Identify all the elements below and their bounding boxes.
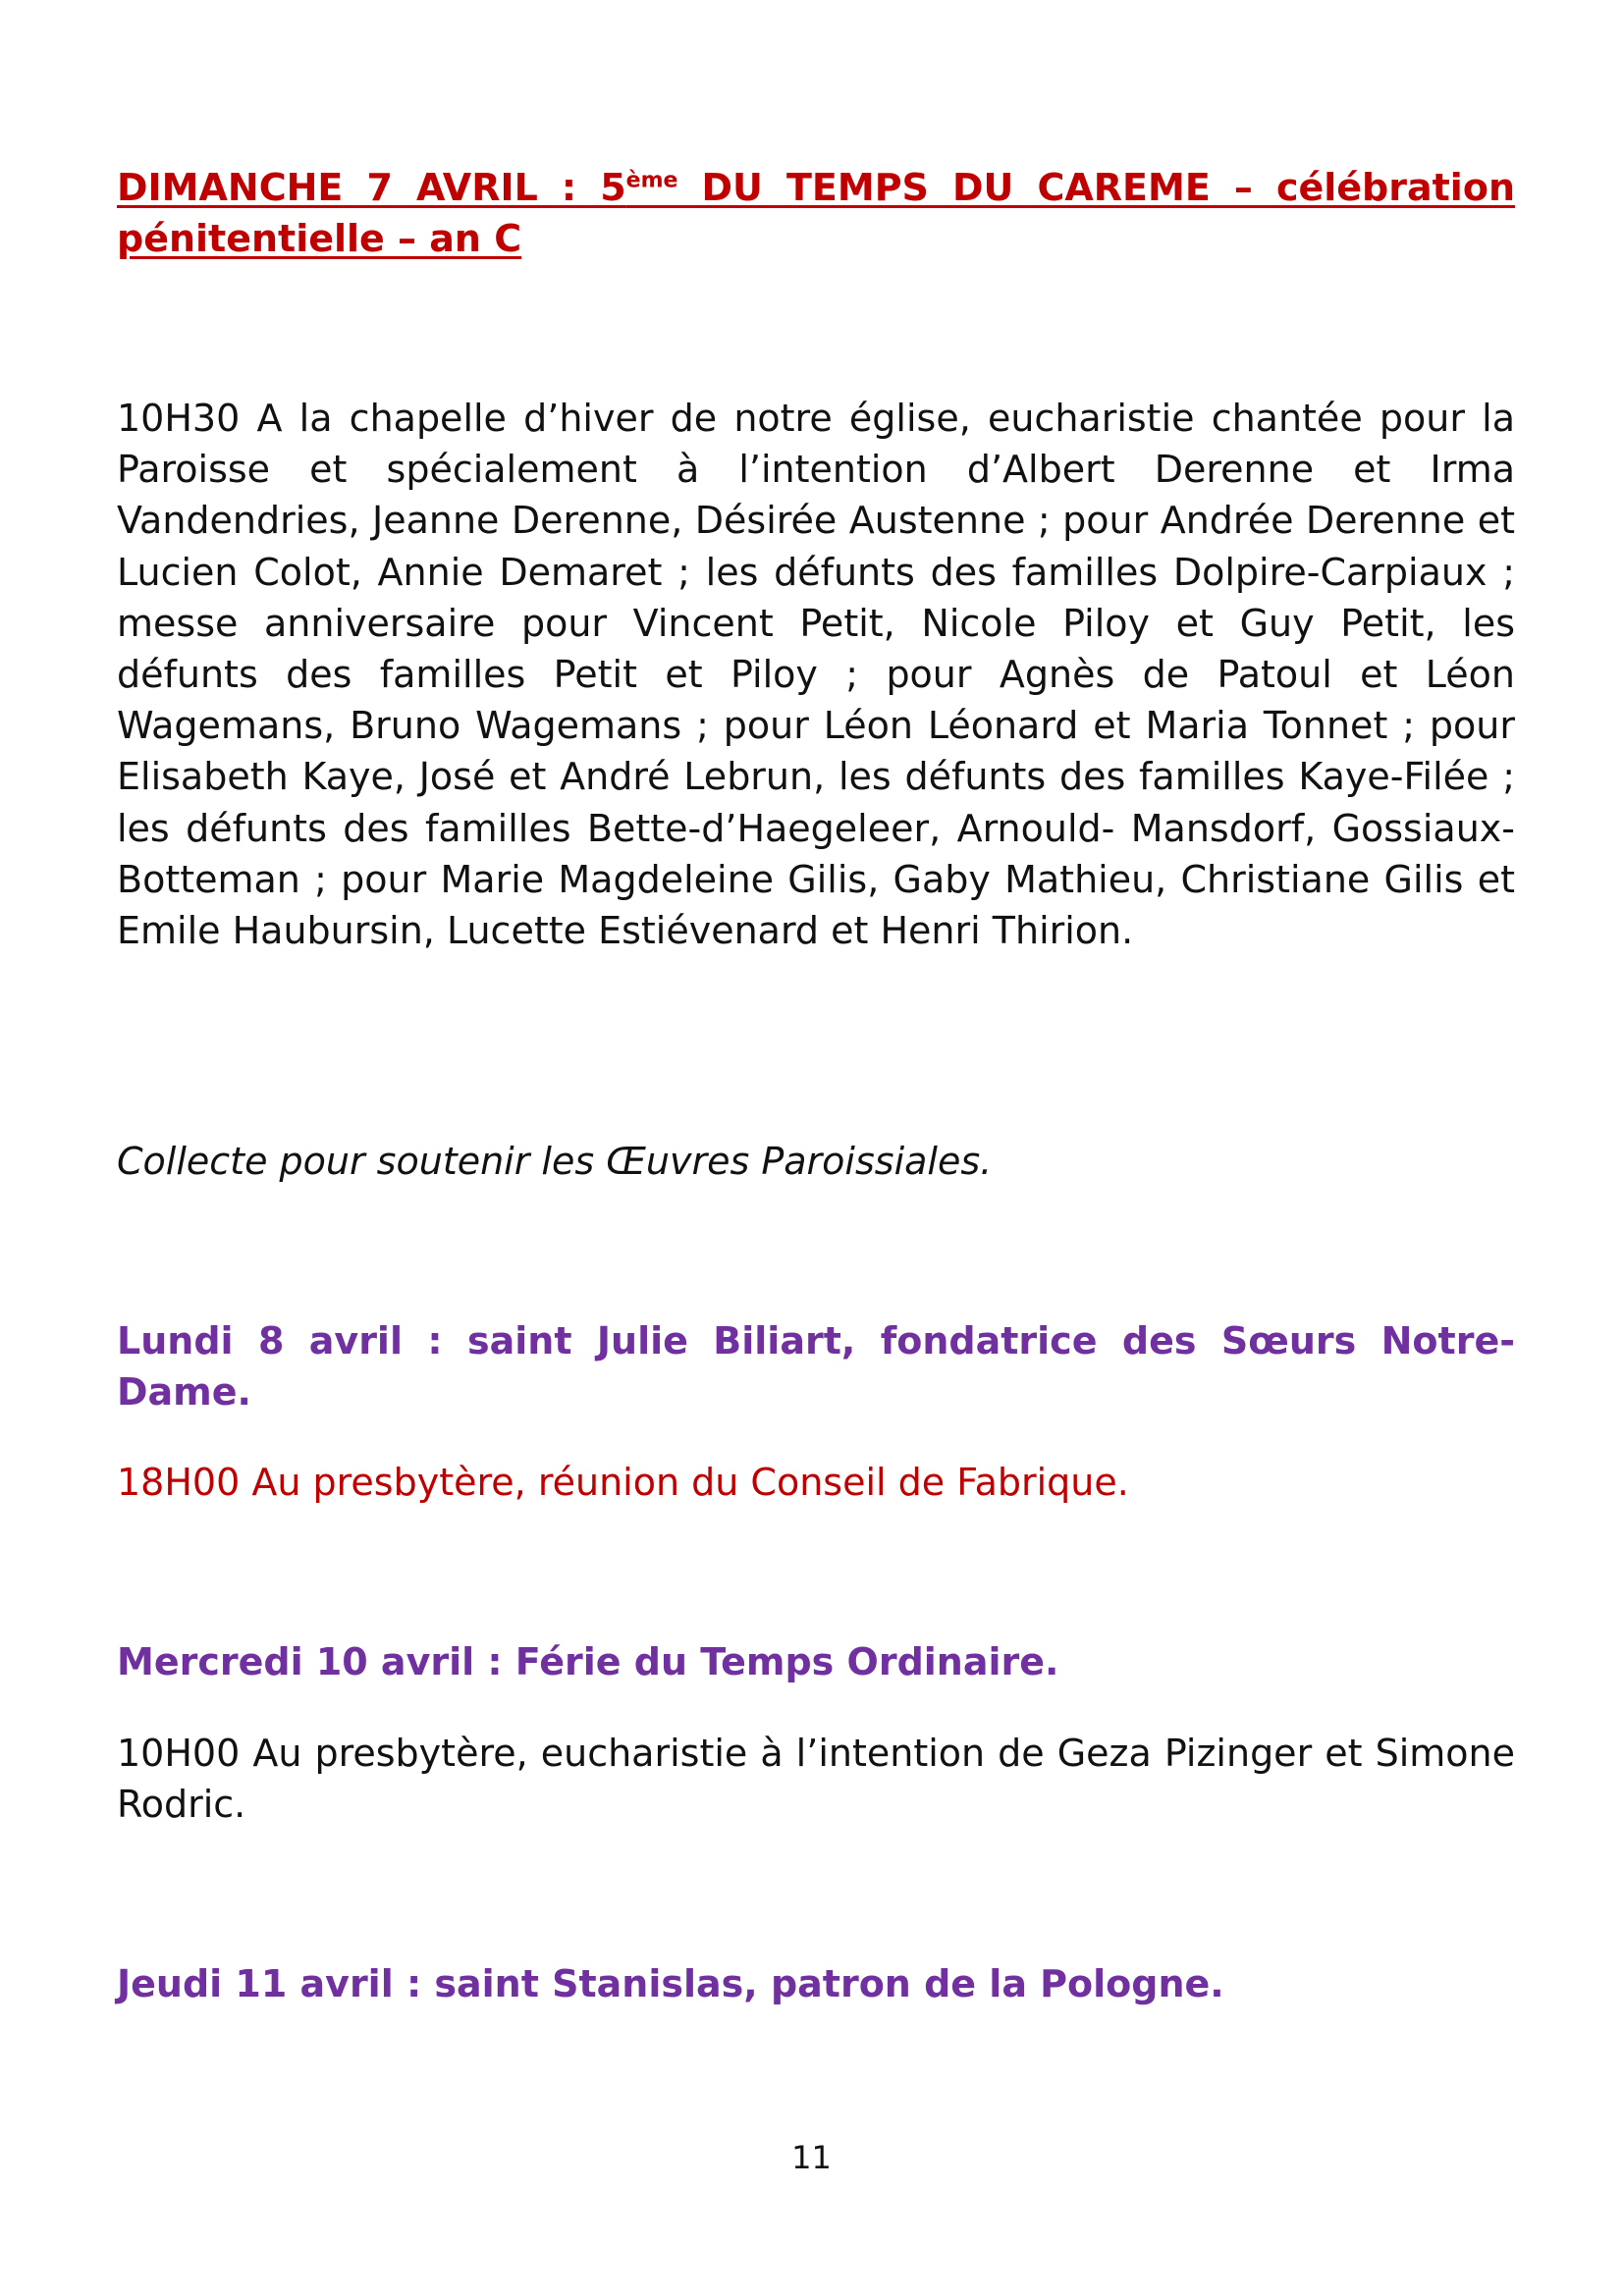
monday-heading: Lundi 8 avril : saint Julie Biliart, fondatrice des Sœurs Notre-Dame.	[117, 1319, 1515, 1414]
sunday-heading-part1: DIMANCHE 7 AVRIL : 5	[117, 166, 626, 209]
wednesday-event: 10H00 Au presbytère, eucharistie à l’intention de Geza Pizinger et Simone Rodric.	[117, 1732, 1515, 1827]
sunday-heading-part2: DU TEMPS DU CAREME – célébration pénitentielle – an C	[117, 166, 1515, 260]
sunday-heading-superscript: ème	[625, 168, 678, 193]
sunday-heading	[117, 162, 1515, 264]
page-number: 11	[791, 2139, 832, 2176]
monday-event: 18H00 Au presbytère, réunion du Conseil de Fabrique.	[117, 1461, 1129, 1504]
wednesday-heading: Mercredi 10 avril : Férie du Temps Ordinaire.	[117, 1640, 1059, 1683]
thursday-heading: Jeudi 11 avril : saint Stanislas, patron de la Pologne.	[117, 1962, 1224, 2005]
mass-intentions-paragraph: 10H30 A la chapelle d’hiver de notre église, eucharistie chantée pour la Paroisse et spécialement à l’intention d’Albert Derenne et Irma Vandendries, Jeanne Derenne, Désirée Austenne ; pour Andrée Derenne et Lucien Colot, Annie Demaret ; les défunts des familles Dolpire-Carpiaux ; messe anniversaire pour Vincent Petit, Nicole Piloy et Guy Petit, les défunts des familles Petit et Piloy ; pour Agnès de Patoul et Léon Wagemans, Bruno Wagemans ; pour Léon Léonard et Maria Tonnet ; pour Elisabeth Kaye, José et André Lebrun, les défunts des familles Kaye-Filée ; les défunts des familles Bette-d’Haegeleer, Arnould- Mansdorf, Gossiaux-Botteman ; pour Marie Magdeleine Gilis, Gaby Mathieu, Christiane Gilis et Emile Haubursin, Lucette Estiévenard et Henri Thirion.	[117, 397, 1515, 953]
collecte-note: Collecte pour soutenir les Œuvres Paroissiales.	[117, 1140, 993, 1183]
document-page	[117, 0, 1515, 2296]
